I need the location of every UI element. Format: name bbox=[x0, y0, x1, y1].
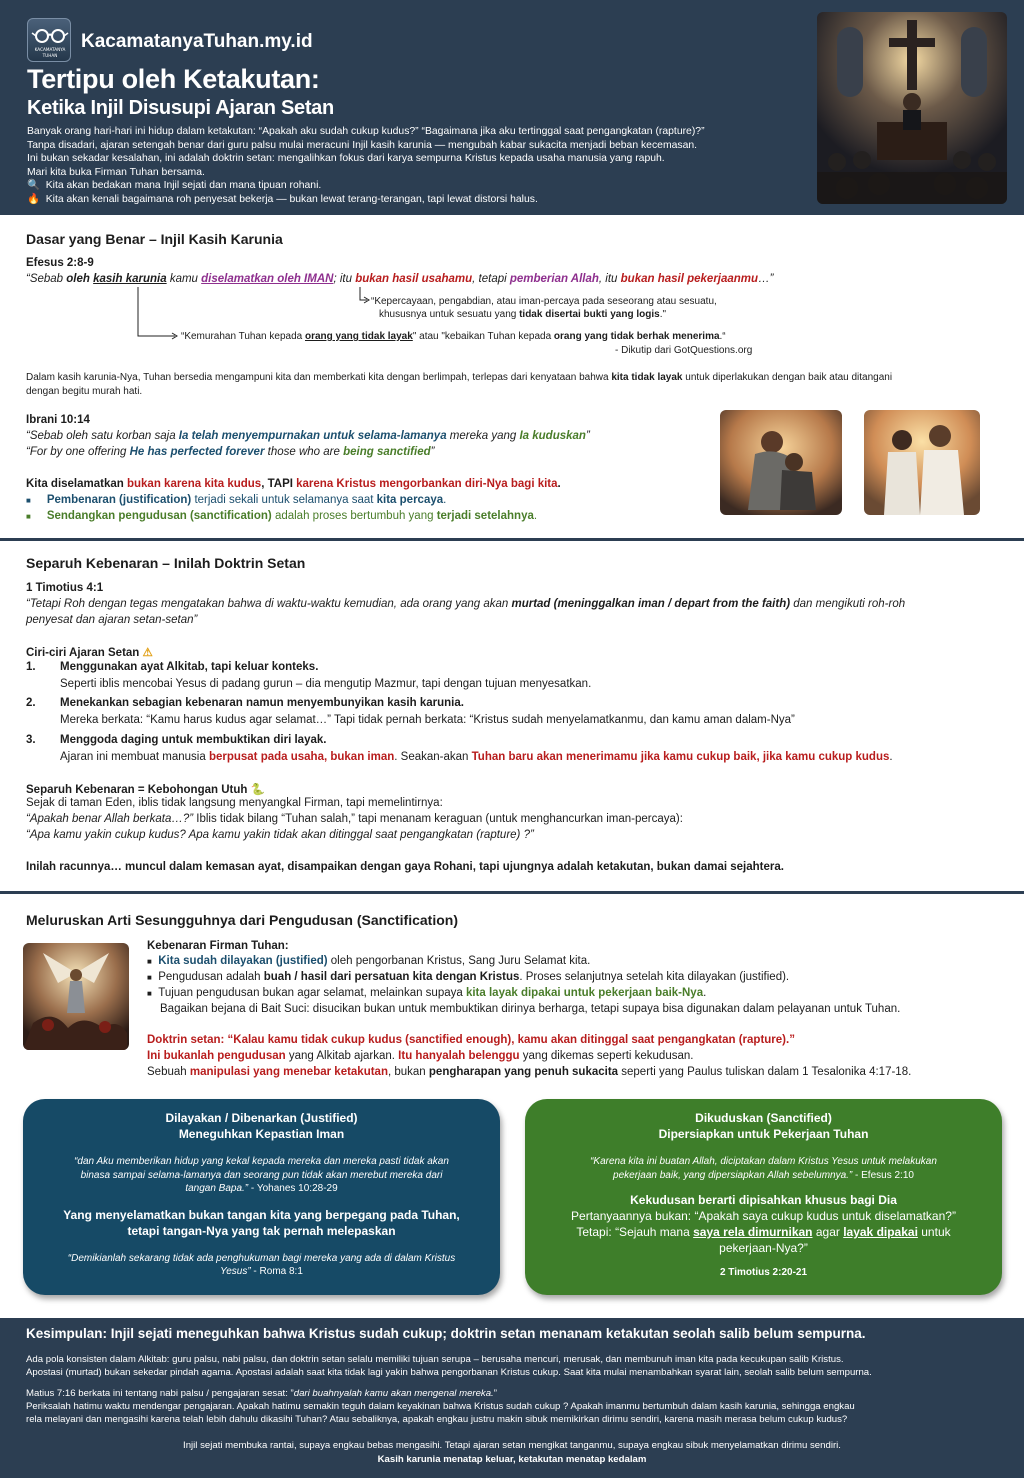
text-part: orang yang tidak layak bbox=[304, 331, 413, 342]
text-part: Pembenaran (justification) bbox=[46, 494, 192, 506]
card-heading: Dikuduskan (Sanctified) bbox=[695, 1111, 832, 1125]
text-part: Iblis tidak bilang “Tuhan salah,” tapi menanam keraguan (untuk menghancurkan iman-percaya): bbox=[193, 813, 683, 825]
text-part: - Yohanes 10:28-29 bbox=[248, 1183, 338, 1194]
text-part: Kita diselamatkan bbox=[26, 478, 127, 490]
tagline: Kasih karunia menatap keluar, ketakutan menatap kedalam bbox=[377, 1454, 647, 1465]
text-part: Tujuan pengudusan bukan agar selamat, melainkan supaya bbox=[158, 987, 466, 999]
text-part: manipulasi yang menebar ketakutan bbox=[189, 1066, 388, 1078]
verse-part: pemberian Allah bbox=[509, 273, 599, 285]
text-part: Sendangkan pengudusan (sanctification) bbox=[46, 510, 272, 522]
card-heading: Dilayakan / Dibenarkan (Justified) bbox=[165, 1111, 358, 1125]
intro-bullet bbox=[27, 179, 807, 193]
intro-text bbox=[27, 125, 807, 206]
text-part: buah / hasil dari persatuan kita dengan Kristus bbox=[263, 971, 520, 983]
text-part: ” bbox=[430, 446, 435, 458]
verse-ibrani-id bbox=[26, 430, 590, 442]
text-part: kita percaya bbox=[376, 494, 444, 506]
conclusion-line: Apostasi (murtad) bukan sekedar pindah agama. Apostasi adalah saat kita tidak lagi yakin bahwa pengorbanan Kristus cukup. Saat kita mulai menambahkan syarat lain, seolah salib belum sempurna. bbox=[26, 1367, 872, 1378]
text-part: kita tidak layak bbox=[611, 372, 683, 383]
text-part: “Sebab oleh satu korban saja bbox=[26, 430, 179, 442]
square-bullet-icon: ■ bbox=[26, 512, 31, 521]
text-part: ” bbox=[585, 430, 590, 442]
closing-line: Injil sejati membuka rantai, supaya engkau bebas mengasihi. Tetapi ajaran setan mengikat tanganmu, supaya engkau sibuk menyelamatkan dirimu sendiri. bbox=[183, 1440, 841, 1451]
trait-heading: Menggunakan ayat Alkitab, tapi keluar konteks. bbox=[60, 661, 319, 673]
card-quote-line: binasa sampai selama-lamanya dan seorang pun tidak akan merebut mereka dari bbox=[80, 1169, 443, 1181]
verse-part: , tetapi bbox=[472, 273, 510, 285]
intro-line: Banyak orang hari-hari ini hidup dalam ketakutan: “Apakah aku sudah cukup kudus?” “Bagaimana jika aku tertinggal saat pengangkatan (rapture)?” bbox=[27, 126, 705, 137]
text-part: yang dikemas seperti kekudusan. bbox=[519, 1050, 694, 1062]
text-part: . bbox=[443, 494, 447, 506]
verse-part: kamu bbox=[166, 273, 202, 285]
page-subtitle: Ketika Injil Disusupi Ajaran Setan bbox=[27, 97, 334, 119]
card-quote-line bbox=[23, 1182, 500, 1196]
text-part: untuk diperlakukan dengan baik atau ditangani bbox=[682, 372, 893, 383]
half-truth-line2 bbox=[26, 813, 683, 825]
text-part: Yesus” bbox=[220, 1266, 251, 1277]
grace-paragraph-line2: dengan begitu murah hati. bbox=[26, 386, 143, 397]
intro-line: Ini bukan sekadar kesalahan, ini adalah doktrin setan: mengalihkan fokus dari karya sempurna Kristus kepada usaha manusia yang rapuh. bbox=[27, 153, 665, 164]
conclusion-line bbox=[26, 1388, 497, 1399]
text-part: Ia kuduskan bbox=[519, 430, 586, 442]
card-sanctified bbox=[525, 1099, 1002, 1295]
text-part: Dalam kasih karunia-Nya, Tuhan bersedia mengampuni kita dan memberkati kita dengan berlimpah, terlepas dari kenyataan bahwa bbox=[26, 372, 612, 383]
page-title: Tertipu oleh Ketakutan: bbox=[27, 64, 320, 94]
text-part: . bbox=[533, 510, 538, 522]
section-title-half-truth: Separuh Kebenaran – Inilah Doktrin Setan bbox=[26, 555, 306, 571]
card-quote-line: “Demikianlah sekarang tidak ada penghukuman bagi mereka yang ada di dalam Kristus bbox=[67, 1252, 456, 1264]
card-quote-line: “Karena kita ini buatan Allah, diciptakan dalam Kristus Yesus untuk melakukan bbox=[590, 1156, 937, 1167]
truth-bullet bbox=[147, 987, 706, 999]
text-part: Matius 7:16 berkata ini tentang nabi palsu / pengajaran sesat: ” bbox=[26, 1388, 294, 1399]
card-subheading: Dipersiapkan untuk Pekerjaan Tuhan bbox=[658, 1127, 869, 1141]
card-main-line: pekerjaan-Nya?” bbox=[719, 1241, 808, 1255]
text-part: . bbox=[557, 478, 561, 490]
saved-statement bbox=[26, 478, 561, 490]
card-quote-line bbox=[23, 1265, 500, 1279]
header-banner bbox=[0, 0, 1024, 215]
square-bullet-icon: ■ bbox=[147, 989, 152, 998]
card-quote-line: “dan Aku memberikan hidup yang kekal kepada mereka dan mereka pasti tidak akan bbox=[74, 1156, 449, 1167]
verse-part: “Sebab bbox=[26, 273, 67, 285]
text-part: terjadi sekali untuk selamanya saat bbox=[191, 494, 377, 506]
trait-description: Mereka berkata: “Kamu harus kudus agar selamat…” Tapi tidak pernah berkata: “Kristus sudah menyelamatkanmu, dan kamu aman dalam-Nya” bbox=[60, 714, 795, 726]
trait-number: 3. bbox=[26, 734, 36, 746]
verse-part: , itu bbox=[598, 273, 621, 285]
verse-part: …” bbox=[758, 273, 774, 285]
square-bullet-icon: ■ bbox=[26, 496, 31, 505]
trait-description: Seperti iblis mencobai Yesus di padang gurun – dia mengutip Mazmur, tapi dengan tujuan menyesatkan. bbox=[60, 678, 592, 690]
text-part: untuk bbox=[917, 1225, 951, 1239]
verse-part: bukan hasil pekerjaanmu bbox=[620, 273, 759, 285]
half-truth-title bbox=[26, 782, 265, 796]
text-part: Ia telah menyempurnakan untuk selama-lamanya bbox=[178, 430, 447, 442]
faith-definition-line1: “Kepercayaan, pengabdian, atau iman-percaya pada seseorang atau sesuatu, bbox=[371, 296, 717, 307]
text-part: . Proses selanjutnya setelah kita dilayakan (justified). bbox=[519, 971, 790, 983]
text-part: “Apakah benar Allah berkata…?” bbox=[26, 813, 194, 825]
text-part: murtad (meninggalkan iman / depart from the faith) bbox=[511, 598, 791, 610]
card-subheading: Meneguhkan Kepastian Iman bbox=[178, 1127, 345, 1141]
text-part: Pengudusan adalah bbox=[158, 971, 264, 983]
intro-line: Tanpa disadari, ajaran setengah benar dari guru palsu mulai meracuni Injil kasih karunia — mengubah kabar sukacita menjadi beban kecemasan. bbox=[27, 139, 698, 151]
text-part: mereka yang bbox=[446, 430, 520, 442]
text-part: Tuhan baru akan menerimamu jika kamu cukup baik, jika kamu cukup kudus bbox=[471, 751, 890, 763]
verse-efesus bbox=[26, 273, 773, 285]
verse-part: bukan hasil usahamu bbox=[355, 273, 473, 285]
poison-statement: Inilah racunnya… muncul dalam kemasan ayat, disampaikan dengan gaya Rohani, tapi ujungnya adalah ketakutan, bukan damai sejahtera. bbox=[26, 861, 784, 873]
text-part: .“ bbox=[719, 331, 726, 342]
text-part: terjadi setelahnya bbox=[436, 510, 534, 522]
text-part: , TAPI bbox=[261, 478, 297, 490]
text-part: Ciri-ciri Ajaran Setan bbox=[26, 647, 140, 659]
square-bullet-icon: ■ bbox=[147, 973, 152, 982]
section-divider bbox=[0, 538, 1024, 541]
conclusion-footer bbox=[0, 1318, 1024, 1478]
text-part: “For by one offering bbox=[26, 446, 130, 458]
site-logo[interactable] bbox=[27, 18, 71, 62]
text-part: tidak disertai bukti yang logis bbox=[519, 309, 660, 320]
magnifier-icon: 🔍 bbox=[27, 180, 40, 191]
intro-bullet bbox=[27, 193, 807, 207]
verse-timotius-line1 bbox=[26, 598, 905, 610]
verse-part: ; itu bbox=[333, 273, 356, 285]
list-item bbox=[26, 494, 446, 506]
text-part: bukan karena kita kudus bbox=[126, 478, 262, 490]
text-part: Separuh Kebenaran = Kebohongan Utuh bbox=[26, 784, 248, 796]
snake-icon: 🐍 bbox=[250, 784, 265, 796]
text-part: khususnya untuk sesuatu yang bbox=[379, 309, 520, 320]
false-teaching-traits-title bbox=[26, 645, 153, 659]
hero-image-church-preacher bbox=[817, 12, 1007, 204]
text-part: . Seakan-akan bbox=[394, 751, 472, 763]
text-part: tangan Bapa.” bbox=[185, 1183, 249, 1194]
text-part: karena Kristus mengorbankan diri-Nya bagi kita bbox=[296, 478, 558, 490]
truth-title: Kebenaran Firman Tuhan: bbox=[147, 940, 289, 952]
section-title-grace: Dasar yang Benar – Injil Kasih Karunia bbox=[26, 231, 283, 247]
text-part: , bukan bbox=[387, 1066, 429, 1078]
card-main-line bbox=[525, 1224, 1002, 1240]
text-part: saya rela dimurnikan bbox=[693, 1225, 813, 1239]
conclusion-line: rela melayani dan mengasihi karena telah lebih dahulu dikasihi Tuhan? Atau sebaliknya, apakah engkau justru makin sibuk memikirkan dirimu sendiri, karena masih merasa belum cukup kudus? bbox=[26, 1414, 848, 1425]
card-reference: 2 Timotius 2:20-21 bbox=[719, 1267, 808, 1278]
text-part: being sanctified bbox=[343, 446, 431, 458]
faith-definition-line2 bbox=[379, 309, 666, 320]
verse-ibrani-en bbox=[26, 446, 434, 458]
truth-bullet-continued: Bagaikan bejana di Bait Suci: disucikan bukan untuk membuktikan dirinya berharga, tetapi supaya bisa digunakan dalam pelayanan untuk Tuhan. bbox=[160, 1003, 901, 1015]
intro-bullet-text: Kita akan bedakan mana Injil sejati dan mana tipuan rohani. bbox=[45, 180, 322, 191]
verse-part: kasih karunia bbox=[93, 273, 167, 285]
intro-line: Mari kita buka Firman Tuhan bersama. bbox=[27, 166, 205, 178]
text-part: Kita sudah dilayakan (justified) bbox=[158, 955, 328, 967]
text-part: yang Alkitab ajarkan. bbox=[285, 1050, 399, 1062]
card-justified bbox=[23, 1099, 500, 1295]
card-main-line: Yang menyelamatkan bukan tangan kita yang berpegang pada Tuhan, bbox=[63, 1207, 460, 1222]
logo-text-bottom: TUHAN bbox=[42, 53, 58, 58]
verse-ref-timotius: 1 Timotius 4:1 bbox=[26, 582, 104, 594]
manipulation-statement bbox=[147, 1066, 911, 1078]
text-part: ” bbox=[493, 1388, 497, 1399]
section-divider bbox=[0, 891, 1024, 894]
image-jesus-comforting bbox=[720, 410, 842, 515]
conclusion-line: Periksalah hatimu waktu mendengar pengajaran. Apakah hatimu semakin teguh dalam keyakinan bahwa Kristus sudah cukup ? Apakah imanmu bertumbuh dalam kasih karunia, sehingga engkau bbox=[26, 1401, 855, 1412]
half-truth-line1: Sejak di taman Eden, iblis tidak langsung menyangkal Firman, tapi memelintirnya: bbox=[26, 797, 443, 809]
conclusion-title: Kesimpulan: Injil sejati meneguhkan bahwa Kristus sudah cukup; doktrin setan menanam ketakutan seolah salib belum sempurna. bbox=[26, 1326, 866, 1341]
intro-bullet-text: Kita akan kenali bagaimana roh penyesat bekerja — bukan lewat terang-terangan, tapi lewat distorsi halus. bbox=[45, 193, 538, 205]
text-part: layak dipakai bbox=[843, 1225, 918, 1239]
text-part: . bbox=[703, 987, 707, 999]
text-part: . bbox=[889, 751, 893, 763]
grace-paragraph-line1 bbox=[26, 372, 892, 383]
text-part: orang yang tidak berhak menerima bbox=[553, 331, 720, 342]
glasses-logo-icon bbox=[28, 19, 72, 63]
text-part: dan mengikuti roh-roh bbox=[790, 598, 906, 610]
text-part: Sebuah bbox=[147, 1066, 190, 1078]
conclusion-line: Ada pola konsisten dalam Alkitab: guru palsu, nabi palsu, dan doktrin setan selalu memiliki tujuan serupa – berusaha mencuri, merusak, dan membunuh iman kita pada kecukupan salib Kristus. bbox=[26, 1354, 844, 1365]
trait-description bbox=[60, 751, 893, 763]
text-part: Ajaran ini membuat manusia bbox=[60, 751, 209, 763]
image-angel-battle bbox=[23, 943, 129, 1050]
text-part: " atau "kebaikan Tuhan kepada bbox=[412, 331, 554, 342]
card-main-line: Pertanyaannya bukan: “Apakah saya cukup kudus untuk diselamatkan?” bbox=[571, 1209, 956, 1223]
image-jesus-with-woman bbox=[864, 410, 980, 515]
truth-bullet bbox=[147, 955, 590, 967]
text-part: pekerjaan baik, yang dipersiapkan Allah sebelumnya.” bbox=[613, 1169, 853, 1181]
text-part: those who are bbox=[264, 446, 344, 458]
trait-heading: Menekankan sebagian kebenaran namun menyembunyikan kasih karunia. bbox=[60, 697, 464, 709]
warning-icon: ⚠ bbox=[142, 647, 153, 659]
site-name-link[interactable]: KacamatanyaTuhan.my.id bbox=[81, 31, 313, 52]
card-main-heading: Kekudusan berarti dipisahkan khusus bagi Dia bbox=[630, 1193, 897, 1207]
text-part: dari buahnyalah kamu akan mengenal mereka. bbox=[293, 1388, 494, 1399]
text-part: ." bbox=[659, 309, 667, 320]
fire-icon: 🔥 bbox=[27, 193, 40, 205]
list-item bbox=[26, 510, 537, 522]
trait-number: 2. bbox=[26, 697, 36, 709]
logo-text-top: KACAMATANYA bbox=[34, 47, 66, 52]
truth-bullet bbox=[147, 971, 789, 983]
text-part: seperti yang Paulus tuliskan dalam 1 Tesalonika 4:17-18. bbox=[618, 1066, 912, 1078]
definition-source: - Dikutip dari GotQuestions.org bbox=[615, 345, 753, 356]
verse-part: oleh bbox=[66, 273, 94, 285]
section-title-sanctification: Meluruskan Arti Sesungguhnya dari Pengudusan (Sanctification) bbox=[26, 912, 458, 928]
grace-definition bbox=[181, 331, 726, 342]
card-main-line: tetapi tangan-Nya yang tak pernah melepaskan bbox=[127, 1223, 396, 1238]
text-part: berpusat pada usaha, bukan iman bbox=[208, 751, 395, 763]
text-part: “Tetapi Roh dengan tegas mengatakan bahwa di waktu-waktu kemudian, ada orang yang akan bbox=[26, 598, 512, 610]
verse-ref-efesus: Efesus 2:8-9 bbox=[26, 257, 94, 269]
text-part: adalah proses bertumbuh yang bbox=[271, 510, 437, 522]
text-part: “Kemurahan Tuhan kepada bbox=[181, 331, 305, 342]
verse-timotius-line2: penyesat dan ajaran setan-setan” bbox=[26, 614, 198, 626]
square-bullet-icon: ■ bbox=[147, 957, 152, 966]
text-part: He has perfected forever bbox=[129, 446, 265, 458]
not-sanctification bbox=[147, 1050, 693, 1062]
text-part: kita layak dipakai untuk pekerjaan baik-Nya bbox=[465, 987, 704, 999]
text-part: pengharapan yang penuh sukacita bbox=[428, 1066, 619, 1078]
verse-part: diselamatkan oleh IMAN bbox=[201, 273, 334, 285]
text-part: Tetapi: “Sejauh mana bbox=[576, 1225, 694, 1239]
satanic-doctrine-quote: Doktrin setan: “Kalau kamu tidak cukup kudus (sanctified enough), kamu akan ditinggal saat pengangkatan (rapture).” bbox=[147, 1034, 795, 1046]
verse-ref-ibrani: Ibrani 10:14 bbox=[26, 414, 90, 426]
trait-heading: Menggoda daging untuk membuktikan diri layak. bbox=[60, 734, 327, 746]
text-part: oleh pengorbanan Kristus, Sang Juru Selamat kita. bbox=[327, 955, 591, 967]
text-part: Itu hanyalah belenggu bbox=[398, 1050, 520, 1062]
trait-number: 1. bbox=[26, 661, 36, 673]
text-part: - Efesus 2:10 bbox=[852, 1169, 914, 1181]
text-part: agar bbox=[812, 1225, 844, 1239]
half-truth-line3: “Apa kamu yakin cukup kudus? Apa kamu yakin tidak akan ditinggal saat pengangkatan (rapture) ?” bbox=[26, 829, 534, 841]
card-quote-line bbox=[525, 1169, 1002, 1183]
text-part: - Roma 8:1 bbox=[250, 1266, 303, 1277]
text-part: Ini bukanlah pengudusan bbox=[147, 1050, 286, 1062]
